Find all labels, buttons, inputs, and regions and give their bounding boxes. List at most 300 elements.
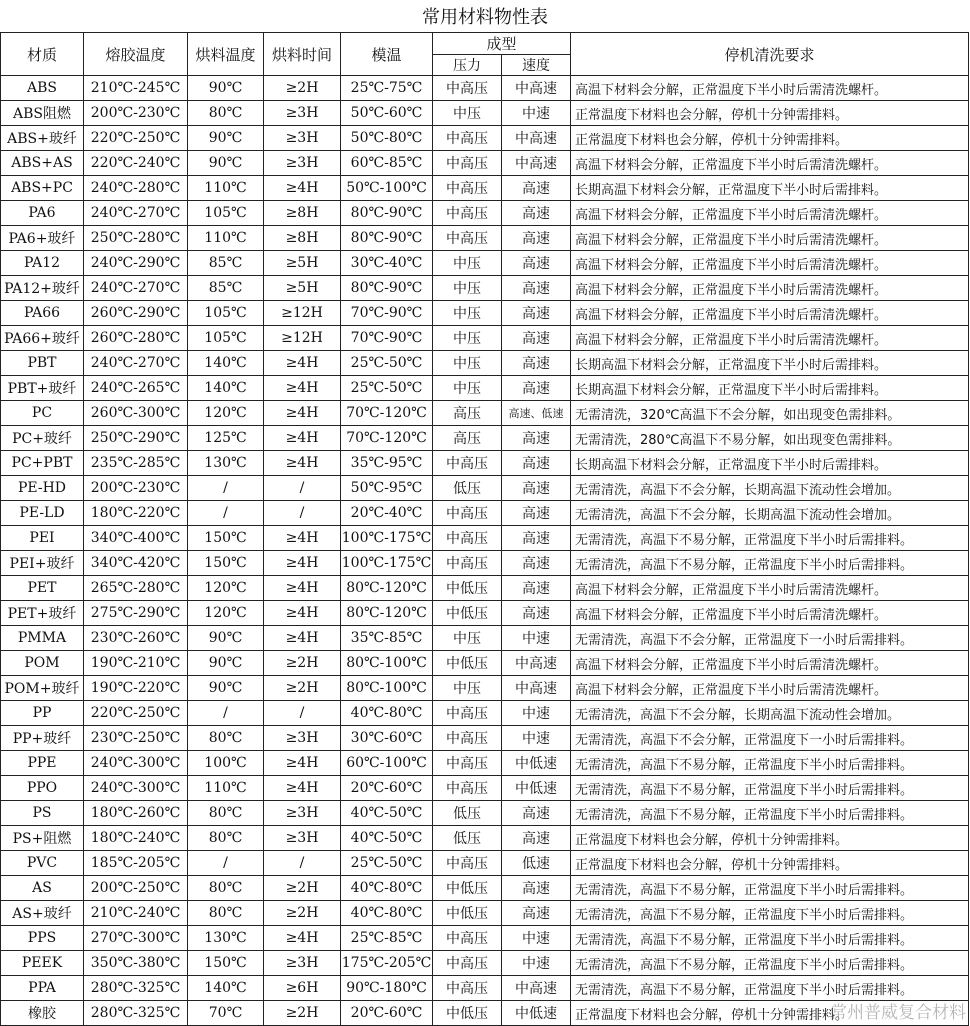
cell-cleaning: 高温下材料会分解，正常温度下半小时后需清洗螺杆。 (571, 151, 969, 176)
cell-cleaning: 正常温度下材料也会分解，停机十分钟需排料。 (571, 826, 969, 851)
cell-material: 橡胶 (1, 1001, 84, 1026)
cell-pressure: 中高压 (433, 451, 502, 476)
cell-pressure: 中高压 (433, 526, 502, 551)
cell-melt-temp: 210℃-245℃ (84, 76, 188, 101)
cell-pressure: 中高压 (433, 501, 502, 526)
cell-dry-temp: 105℃ (188, 201, 264, 226)
table-row (1, 226, 969, 251)
cell-dry-temp: 110℃ (188, 226, 264, 251)
cell-material: PP (1, 701, 84, 726)
cell-dry-temp: 90℃ (188, 651, 264, 676)
cell-mold-temp: 70℃-90℃ (341, 326, 433, 351)
cell-cleaning: 高温下材料会分解，正常温度下半小时后需清洗螺杆。 (571, 601, 969, 626)
table-row (1, 276, 969, 301)
table-row (1, 601, 969, 626)
cell-mold-temp: 60℃-100℃ (341, 751, 433, 776)
cell-cleaning: 高温下材料会分解，正常温度下半小时后需清洗螺杆。 (571, 676, 969, 701)
cell-speed: 高速 (502, 526, 571, 551)
cell-cleaning: 长期高温下材料会分解，正常温度下半小时后需排料。 (571, 176, 969, 201)
cell-melt-temp: 240℃-270℃ (84, 351, 188, 376)
cell-mold-temp: 40℃-80℃ (341, 701, 433, 726)
cell-dry-temp: 105℃ (188, 326, 264, 351)
cell-cleaning: 高温下材料会分解，正常温度下半小时后需清洗螺杆。 (571, 251, 969, 276)
cell-melt-temp: 240℃-280℃ (84, 176, 188, 201)
cell-cleaning: 无需清洗，高温下不易分解，正常温度下半小时后需排料。 (571, 526, 969, 551)
cell-material: PPE (1, 751, 84, 776)
cell-dry-time: / (264, 851, 341, 876)
cell-pressure: 低压 (433, 476, 502, 501)
cell-melt-temp: 265℃-280℃ (84, 576, 188, 601)
header-pressure: 压力 (433, 55, 502, 76)
cell-mold-temp: 25℃-50℃ (341, 851, 433, 876)
table-row (1, 101, 969, 126)
cell-mold-temp: 70℃-120℃ (341, 401, 433, 426)
cell-dry-temp: 80℃ (188, 101, 264, 126)
cell-pressure: 中高压 (433, 176, 502, 201)
cell-speed: 高速 (502, 801, 571, 826)
cell-material: AS+玻纤 (1, 901, 84, 926)
table-row (1, 926, 969, 951)
cell-dry-time: ≥2H (264, 901, 341, 926)
cell-speed: 高速 (502, 201, 571, 226)
cell-cleaning: 无需清洗，高温下不会分解，长期高温下流动性会增加。 (571, 501, 969, 526)
cell-dry-time: ≥4H (264, 776, 341, 801)
cell-pressure: 中高压 (433, 976, 502, 1001)
cell-melt-temp: 190℃-210℃ (84, 651, 188, 676)
cell-dry-time: ≥3H (264, 951, 341, 976)
cell-dry-time: ≥2H (264, 1001, 341, 1026)
cell-dry-time: ≥4H (264, 626, 341, 651)
cell-pressure: 低压 (433, 826, 502, 851)
cell-mold-temp: 25℃-75℃ (341, 76, 433, 101)
cell-dry-temp: 85℃ (188, 276, 264, 301)
cell-speed: 高速 (502, 601, 571, 626)
cell-material: PP+玻纤 (1, 726, 84, 751)
cell-melt-temp: 340℃-420℃ (84, 551, 188, 576)
cell-pressure: 中低压 (433, 651, 502, 676)
cell-melt-temp: 240℃-265℃ (84, 376, 188, 401)
cell-dry-temp: 140℃ (188, 376, 264, 401)
cell-dry-temp: 80℃ (188, 826, 264, 851)
cell-dry-time: ≥3H (264, 826, 341, 851)
cell-speed: 中速 (502, 101, 571, 126)
cell-pressure: 中低压 (433, 901, 502, 926)
cell-pressure: 中高压 (433, 126, 502, 151)
cell-cleaning: 长期高温下材料会分解，正常温度下半小时后需排料。 (571, 376, 969, 401)
cell-dry-temp: 125℃ (188, 426, 264, 451)
cell-cleaning: 无需清洗，高温下不会分解，长期高温下流动性会增加。 (571, 476, 969, 501)
cell-cleaning: 长期高温下材料会分解，正常温度下半小时后需排料。 (571, 351, 969, 376)
cell-dry-temp: 105℃ (188, 301, 264, 326)
cell-material: PBT (1, 351, 84, 376)
cell-dry-temp: 70℃ (188, 1001, 264, 1026)
cell-speed: 中高速 (502, 676, 571, 701)
header-material: 材质 (1, 33, 84, 76)
cell-dry-time: ≥8H (264, 226, 341, 251)
cell-material: PET (1, 576, 84, 601)
table-row (1, 726, 969, 751)
table-row (1, 501, 969, 526)
cell-dry-temp: 90℃ (188, 626, 264, 651)
header-dry-time: 烘料时间 (264, 33, 341, 76)
cell-cleaning: 无需清洗，高温下不会分解，长期高温下流动性会增加。 (571, 701, 969, 726)
cell-dry-time: ≥4H (264, 601, 341, 626)
watermark: 常州普威复合材料 (830, 1003, 966, 1023)
header-cleaning: 停机清洗要求 (571, 33, 969, 76)
cell-material: PC (1, 401, 84, 426)
cell-mold-temp: 80℃-100℃ (341, 651, 433, 676)
table-row (1, 176, 969, 201)
material-property-table (0, 32, 969, 1026)
cell-material: AS (1, 876, 84, 901)
cell-dry-temp: 80℃ (188, 876, 264, 901)
cell-mold-temp: 100℃-175℃ (341, 551, 433, 576)
table-row (1, 426, 969, 451)
cell-speed: 高速 (502, 326, 571, 351)
header-molding: 成型 (433, 33, 571, 55)
table-row (1, 326, 969, 351)
cell-mold-temp: 80℃-120℃ (341, 576, 433, 601)
cell-material: PA12+玻纤 (1, 276, 84, 301)
cell-material: PC+PBT (1, 451, 84, 476)
cell-speed: 高速 (502, 276, 571, 301)
table-header (1, 33, 969, 76)
cell-melt-temp: 240℃-300℃ (84, 776, 188, 801)
cell-cleaning: 无需清洗，高温下不易分解，正常温度下半小时后需排料。 (571, 551, 969, 576)
cell-cleaning: 无需清洗，高温下不易分解，正常温度下半小时后需排料。 (571, 801, 969, 826)
cell-melt-temp: 280℃-325℃ (84, 1001, 188, 1026)
header-dry-temp: 烘料温度 (188, 33, 264, 76)
table-row (1, 876, 969, 901)
cell-melt-temp: 260℃-280℃ (84, 326, 188, 351)
cell-mold-temp: 175℃-205℃ (341, 951, 433, 976)
cell-cleaning: 正常温度下材料也会分解，停机十分钟需排料。 (571, 1001, 969, 1026)
cell-dry-temp: 150℃ (188, 951, 264, 976)
cell-material: PPS (1, 926, 84, 951)
cell-melt-temp: 200℃-250℃ (84, 876, 188, 901)
cell-cleaning: 无需清洗，高温下不易分解，正常温度下半小时后需排料。 (571, 776, 969, 801)
cell-cleaning: 无需清洗，320℃高温下不会分解，如出现变色需排料。 (571, 401, 969, 426)
cell-cleaning: 正常温度下材料也会分解，停机十分钟需排料。 (571, 101, 969, 126)
cell-melt-temp: 180℃-220℃ (84, 501, 188, 526)
cell-mold-temp: 25℃-50℃ (341, 376, 433, 401)
table-row (1, 76, 969, 101)
cell-material: PEEK (1, 951, 84, 976)
cell-dry-time: ≥4H (264, 376, 341, 401)
cell-mold-temp: 70℃-120℃ (341, 426, 433, 451)
cell-pressure: 中压 (433, 376, 502, 401)
cell-pressure: 高压 (433, 426, 502, 451)
cell-melt-temp: 240℃-270℃ (84, 276, 188, 301)
cell-cleaning: 正常温度下材料也会分解，停机十分钟需排料。 (571, 851, 969, 876)
table-row (1, 401, 969, 426)
cell-speed: 高速、低速 (502, 401, 571, 426)
cell-pressure: 中高压 (433, 551, 502, 576)
cell-dry-temp: 85℃ (188, 251, 264, 276)
cell-material: ABS+玻纤 (1, 126, 84, 151)
cell-dry-time: ≥3H (264, 151, 341, 176)
cell-dry-time: ≥4H (264, 451, 341, 476)
cell-dry-time: ≥12H (264, 301, 341, 326)
table-row (1, 1001, 969, 1026)
cell-speed: 高速 (502, 376, 571, 401)
table-row (1, 626, 969, 651)
table-row (1, 826, 969, 851)
cell-speed: 高速 (502, 176, 571, 201)
cell-pressure: 中压 (433, 251, 502, 276)
cell-dry-time: ≥4H (264, 526, 341, 551)
table-row (1, 776, 969, 801)
cell-pressure: 中压 (433, 351, 502, 376)
cell-melt-temp: 250℃-280℃ (84, 226, 188, 251)
cell-dry-temp: 140℃ (188, 351, 264, 376)
cell-speed: 中速 (502, 926, 571, 951)
cell-mold-temp: 100℃-175℃ (341, 526, 433, 551)
cell-dry-time: ≥2H (264, 651, 341, 676)
cell-cleaning: 高温下材料会分解，正常温度下半小时后需清洗螺杆。 (571, 326, 969, 351)
cell-dry-time: ≥4H (264, 751, 341, 776)
cell-dry-temp: 90℃ (188, 676, 264, 701)
cell-material: POM (1, 651, 84, 676)
cell-dry-time: ≥4H (264, 926, 341, 951)
cell-dry-temp: 150℃ (188, 551, 264, 576)
cell-dry-time: ≥3H (264, 126, 341, 151)
header-melt-temp: 熔胶温度 (84, 33, 188, 76)
cell-cleaning: 高温下材料会分解，正常温度下半小时后需清洗螺杆。 (571, 301, 969, 326)
cell-speed: 高速 (502, 901, 571, 926)
cell-speed: 高速 (502, 876, 571, 901)
cell-pressure: 中高压 (433, 701, 502, 726)
cell-speed: 中低速 (502, 1001, 571, 1026)
table-row (1, 676, 969, 701)
table-row (1, 251, 969, 276)
cell-pressure: 中压 (433, 626, 502, 651)
cell-dry-time: ≥4H (264, 426, 341, 451)
table-row (1, 901, 969, 926)
cell-mold-temp: 40℃-80℃ (341, 876, 433, 901)
cell-dry-time: ≥4H (264, 351, 341, 376)
cell-pressure: 中压 (433, 301, 502, 326)
cell-material: PS (1, 801, 84, 826)
cell-mold-temp: 20℃-60℃ (341, 776, 433, 801)
cell-dry-temp: 90℃ (188, 76, 264, 101)
cell-dry-temp: 80℃ (188, 726, 264, 751)
cell-material: PC+玻纤 (1, 426, 84, 451)
cell-cleaning: 高温下材料会分解，正常温度下半小时后需清洗螺杆。 (571, 651, 969, 676)
cell-speed: 高速 (502, 251, 571, 276)
cell-mold-temp: 35℃-85℃ (341, 626, 433, 651)
table-row (1, 576, 969, 601)
cell-speed: 高速 (502, 301, 571, 326)
cell-dry-time: ≥5H (264, 276, 341, 301)
cell-cleaning: 高温下材料会分解，正常温度下半小时后需清洗螺杆。 (571, 276, 969, 301)
cell-material: PPA (1, 976, 84, 1001)
cell-mold-temp: 40℃-50℃ (341, 826, 433, 851)
cell-dry-temp: 110℃ (188, 776, 264, 801)
cell-cleaning: 无需清洗，高温下不易分解，正常温度下半小时后需排料。 (571, 751, 969, 776)
cell-pressure: 中高压 (433, 776, 502, 801)
table-row (1, 701, 969, 726)
table-row (1, 151, 969, 176)
cell-melt-temp: 275℃-290℃ (84, 601, 188, 626)
table-row (1, 301, 969, 326)
cell-speed: 高速 (502, 351, 571, 376)
cell-pressure: 低压 (433, 801, 502, 826)
cell-cleaning: 无需清洗，高温下不易分解，正常温度下半小时后需排料。 (571, 901, 969, 926)
cell-speed: 中高速 (502, 976, 571, 1001)
table-row (1, 551, 969, 576)
cell-pressure: 中低压 (433, 876, 502, 901)
cell-material: ABS阻燃 (1, 101, 84, 126)
cell-melt-temp: 180℃-240℃ (84, 826, 188, 851)
cell-speed: 低速 (502, 851, 571, 876)
cell-melt-temp: 240℃-270℃ (84, 201, 188, 226)
cell-cleaning: 高温下材料会分解，正常温度下半小时后需清洗螺杆。 (571, 226, 969, 251)
cell-material: PEI (1, 526, 84, 551)
cell-dry-temp: 100℃ (188, 751, 264, 776)
cell-dry-time: ≥2H (264, 876, 341, 901)
table-row (1, 801, 969, 826)
cell-dry-temp: 120℃ (188, 401, 264, 426)
cell-dry-time: / (264, 701, 341, 726)
cell-speed: 高速 (502, 551, 571, 576)
cell-mold-temp: 30℃-40℃ (341, 251, 433, 276)
cell-speed: 中速 (502, 951, 571, 976)
cell-dry-temp: / (188, 851, 264, 876)
table-row (1, 351, 969, 376)
cell-melt-temp: 220℃-250℃ (84, 126, 188, 151)
cell-speed: 中低速 (502, 751, 571, 776)
cell-dry-temp: 90℃ (188, 126, 264, 151)
cell-pressure: 中低压 (433, 601, 502, 626)
cell-mold-temp: 80℃-90℃ (341, 201, 433, 226)
cell-dry-temp: / (188, 476, 264, 501)
cell-cleaning: 高温下材料会分解，正常温度下半小时后需清洗螺杆。 (571, 201, 969, 226)
table-row (1, 851, 969, 876)
cell-pressure: 中压 (433, 326, 502, 351)
cell-speed: 中低速 (502, 776, 571, 801)
cell-speed: 中高速 (502, 76, 571, 101)
cell-melt-temp: 240℃-300℃ (84, 751, 188, 776)
cell-pressure: 中高压 (433, 951, 502, 976)
table-row (1, 126, 969, 151)
cell-dry-temp: 140℃ (188, 976, 264, 1001)
cell-dry-time: ≥4H (264, 176, 341, 201)
cell-speed: 中高速 (502, 651, 571, 676)
cell-dry-temp: 120℃ (188, 601, 264, 626)
cell-mold-temp: 80℃-120℃ (341, 601, 433, 626)
cell-dry-time: ≥3H (264, 801, 341, 826)
cell-melt-temp: 180℃-260℃ (84, 801, 188, 826)
cell-dry-temp: 130℃ (188, 926, 264, 951)
cell-melt-temp: 260℃-300℃ (84, 401, 188, 426)
cell-dry-time: ≥4H (264, 576, 341, 601)
cell-speed: 高速 (502, 226, 571, 251)
cell-pressure: 中低压 (433, 1001, 502, 1026)
header-speed: 速度 (502, 55, 571, 76)
cell-pressure: 中高压 (433, 151, 502, 176)
cell-material: PA12 (1, 251, 84, 276)
cell-dry-time: ≥4H (264, 551, 341, 576)
cell-melt-temp: 270℃-300℃ (84, 926, 188, 951)
cell-mold-temp: 35℃-95℃ (341, 451, 433, 476)
cell-material: POM+玻纤 (1, 676, 84, 701)
cell-pressure: 中高压 (433, 226, 502, 251)
cell-speed: 高速 (502, 451, 571, 476)
cell-melt-temp: 190℃-220℃ (84, 676, 188, 701)
table-body (1, 76, 969, 1026)
cell-material: ABS (1, 76, 84, 101)
cell-melt-temp: 200℃-230℃ (84, 101, 188, 126)
table-row (1, 451, 969, 476)
cell-mold-temp: 80℃-90℃ (341, 226, 433, 251)
cell-material: PET+玻纤 (1, 601, 84, 626)
cell-material: PS+阻燃 (1, 826, 84, 851)
cell-dry-time: ≥5H (264, 251, 341, 276)
cell-pressure: 中高压 (433, 726, 502, 751)
cell-dry-time: ≥2H (264, 76, 341, 101)
cell-pressure: 中低压 (433, 576, 502, 601)
cell-melt-temp: 200℃-230℃ (84, 476, 188, 501)
cell-material: PA66+玻纤 (1, 326, 84, 351)
cell-material: PA66 (1, 301, 84, 326)
cell-melt-temp: 250℃-290℃ (84, 426, 188, 451)
cell-mold-temp: 50℃-95℃ (341, 476, 433, 501)
header-mold-temp: 模温 (341, 33, 433, 76)
cell-material: ABS+AS (1, 151, 84, 176)
cell-pressure: 中压 (433, 101, 502, 126)
cell-material: PA6+玻纤 (1, 226, 84, 251)
cell-melt-temp: 185℃-205℃ (84, 851, 188, 876)
cell-dry-time: ≥4H (264, 401, 341, 426)
cell-mold-temp: 50℃-100℃ (341, 176, 433, 201)
cell-cleaning: 无需清洗，280℃高温下不易分解，如出现变色需排料。 (571, 426, 969, 451)
cell-pressure: 高压 (433, 401, 502, 426)
cell-melt-temp: 230℃-250℃ (84, 726, 188, 751)
cell-speed: 中速 (502, 626, 571, 651)
cell-melt-temp: 220℃-240℃ (84, 151, 188, 176)
cell-cleaning: 无需清洗，高温下不易分解，正常温度下半小时后需排料。 (571, 976, 969, 1001)
cell-pressure: 中高压 (433, 201, 502, 226)
cell-speed: 高速 (502, 501, 571, 526)
cell-dry-temp: 80℃ (188, 901, 264, 926)
cell-mold-temp: 60℃-85℃ (341, 151, 433, 176)
cell-dry-temp: / (188, 701, 264, 726)
cell-material: PE-LD (1, 501, 84, 526)
cell-material: PA6 (1, 201, 84, 226)
cell-mold-temp: 20℃-40℃ (341, 501, 433, 526)
table-row (1, 951, 969, 976)
cell-pressure: 中压 (433, 276, 502, 301)
cell-pressure: 中高压 (433, 926, 502, 951)
cell-mold-temp: 25℃-85℃ (341, 926, 433, 951)
table-row (1, 651, 969, 676)
cell-material: ABS+PC (1, 176, 84, 201)
cell-cleaning: 无需清洗，高温下不会分解，正常温度下一小时后需排料。 (571, 626, 969, 651)
cell-dry-time: ≥8H (264, 201, 341, 226)
cell-material: PMMA (1, 626, 84, 651)
cell-melt-temp: 220℃-250℃ (84, 701, 188, 726)
cell-melt-temp: 240℃-290℃ (84, 251, 188, 276)
cell-speed: 高速 (502, 826, 571, 851)
cell-mold-temp: 40℃-50℃ (341, 801, 433, 826)
cell-dry-time: ≥2H (264, 676, 341, 701)
cell-cleaning: 高温下材料会分解，正常温度下半小时后需清洗螺杆。 (571, 576, 969, 601)
table-row (1, 526, 969, 551)
cell-cleaning: 无需清洗，高温下不易分解，正常温度下半小时后需排料。 (571, 876, 969, 901)
cell-material: PE-HD (1, 476, 84, 501)
cell-dry-temp: 110℃ (188, 176, 264, 201)
